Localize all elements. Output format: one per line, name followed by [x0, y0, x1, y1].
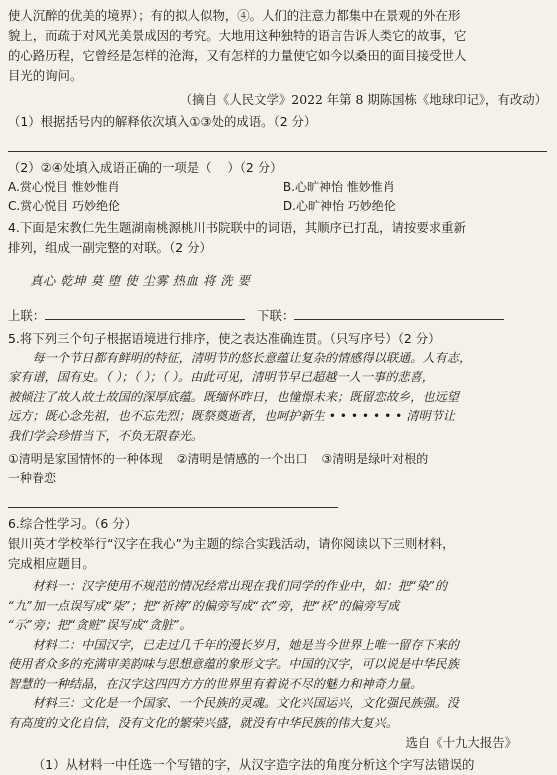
passage-line: 我们学会珍惜当下，不负无限春光。	[8, 428, 203, 443]
lower-couplet-label: 下联：	[257, 307, 295, 323]
couplet-answer-row	[8, 305, 547, 327]
question-5-options	[8, 450, 547, 469]
answer-line[interactable]	[8, 506, 338, 508]
material-2	[8, 636, 547, 695]
answer-line[interactable]	[8, 150, 547, 152]
material-line: 智慧的一种结晶，在汉字这四四方方的世界里有着说不尽的魅力和神奇力量。	[8, 676, 423, 691]
material-line: 材料二：中国汉字，已走过几千年的漫长岁月，她是当今世界上唯一留存下来的	[32, 637, 459, 652]
option-b[interactable]: B.心旷神怡 惟妙惟肖	[282, 180, 395, 194]
material-line: “九”加一点误写成“柒”；把“祈祷”的偏旁写成“衣”旁，把“袄”的偏旁写成	[8, 598, 400, 613]
question-2-stem: （2）②④处填入成语正确的一项是（ ）（2 分）	[8, 160, 283, 175]
question-6-intro-cont: 完成相应题目。	[8, 556, 95, 572]
question-5-stem: 5.将下列三个句子根据语境进行排序，使之表达准确连贯。（只写序号）（2 分）	[8, 330, 441, 346]
passage-line: 的心路历程，它曾经是怎样的沧海，又有怎样的力量使它如今以桑田的面目接受世人	[8, 48, 467, 63]
passage-line: 家有谱，国有史。（ ）；（ ）；（ ）。由此可见，清明节早已超越一人一事的悲喜，	[8, 370, 434, 385]
source-note: （摘自《人民文学》2022 年第 8 期陈国栋《地球印记》，有改动）	[179, 92, 547, 107]
material-1	[8, 577, 547, 636]
material-source: 选自《十九大报告》	[405, 735, 517, 751]
question-4-stem: 4.下面是宋教仁先生题湖南桃源桃川书院联中的词语，其顺序已打乱，请按要求重新	[8, 220, 466, 235]
question-2-options-row2	[8, 197, 547, 216]
question-2-options-row1	[8, 178, 547, 197]
sentence-1: ①清明是家国情怀的一种体现	[8, 452, 163, 467]
passage-line: 远方；既心念先祖，也不忘先烈；既祭奠逝者，也呵护新生 • • • • • • • 清明节让	[8, 409, 455, 424]
couplet-words: 真心 乾坤 莫 堕 使 尘雾 热血 将 洗 要	[30, 273, 251, 289]
passage-line: 貌上，而疏于对风光美景成因的考究。大地用这种独特的语言告诉人类它的故事，它	[8, 28, 467, 43]
passage-tail	[8, 6, 547, 86]
passage-line: 使人沉醉的优美的境界）；有的拟人似物，④。人们的注意力都集中在景观的外在形	[8, 8, 461, 23]
question-1: （1）根据括号内的解释依次填入①③处的成语。（2 分）	[8, 114, 317, 129]
question-6-intro: 银川英才学校举行“汉字在我心”为主题的综合实践活动，请你阅读以下三则材料，	[8, 536, 455, 552]
material-line: 有高度的文化自信，没有文化的繁荣兴盛，就没有中华民族的伟大复兴。	[8, 715, 398, 730]
question-6-sub1: （1）从材料一中任选一个写错的字，从汉字造字法的角度分析这个字写法错误的	[32, 757, 475, 773]
sentence-2: ②清明是情感的一个出口	[176, 452, 308, 467]
option-d[interactable]: D.心旷神怡 巧妙绝伦	[282, 199, 396, 213]
question-6-stem: 6.综合性学习。（6 分）	[8, 516, 137, 532]
material-line: 材料三：文化是一个国家、一个民族的灵魂。文化兴国运兴，文化强民族强。没	[32, 696, 459, 711]
option-a[interactable]: A.赏心悦目 惟妙惟肖	[8, 180, 120, 194]
material-line: 材料一：汉字使用不规范的情况经常出现在我们同学的作业中，如：把“染”的	[32, 579, 448, 594]
upper-couplet-blank[interactable]	[45, 305, 245, 320]
sentence-3-cont: 一种眷恋	[8, 471, 57, 486]
material-line: 使用者众多的充满审美韵味与思想意蕴的象形文字。中国的汉字，可以说是中华民族	[8, 657, 459, 672]
passage-line: 目光的询问。	[8, 68, 83, 83]
lower-couplet-blank[interactable]	[294, 305, 504, 320]
sentence-3: ③清明是绿叶对根的	[321, 452, 429, 467]
option-c[interactable]: C.赏心悦目 巧妙绝伦	[8, 199, 121, 213]
passage-line: 每一个节日都有鲜明的特征，清明节的悠长意蕴让复杂的情感得以联通。人有志，	[32, 350, 472, 365]
question-4-stem-cont: 排列，组成一副完整的对联。（2 分）	[8, 240, 212, 255]
material-3	[8, 694, 547, 733]
question-5-passage	[8, 349, 547, 447]
upper-couplet-label: 上联：	[8, 307, 46, 323]
material-line: “示”旁；把“贪赃”误写成“贪脏”。	[8, 618, 192, 633]
passage-line: 被倾注了故人故土故国的深厚底蕴。既缅怀昨日，也憧憬未来；既留恋故乡，也远望	[8, 389, 459, 404]
